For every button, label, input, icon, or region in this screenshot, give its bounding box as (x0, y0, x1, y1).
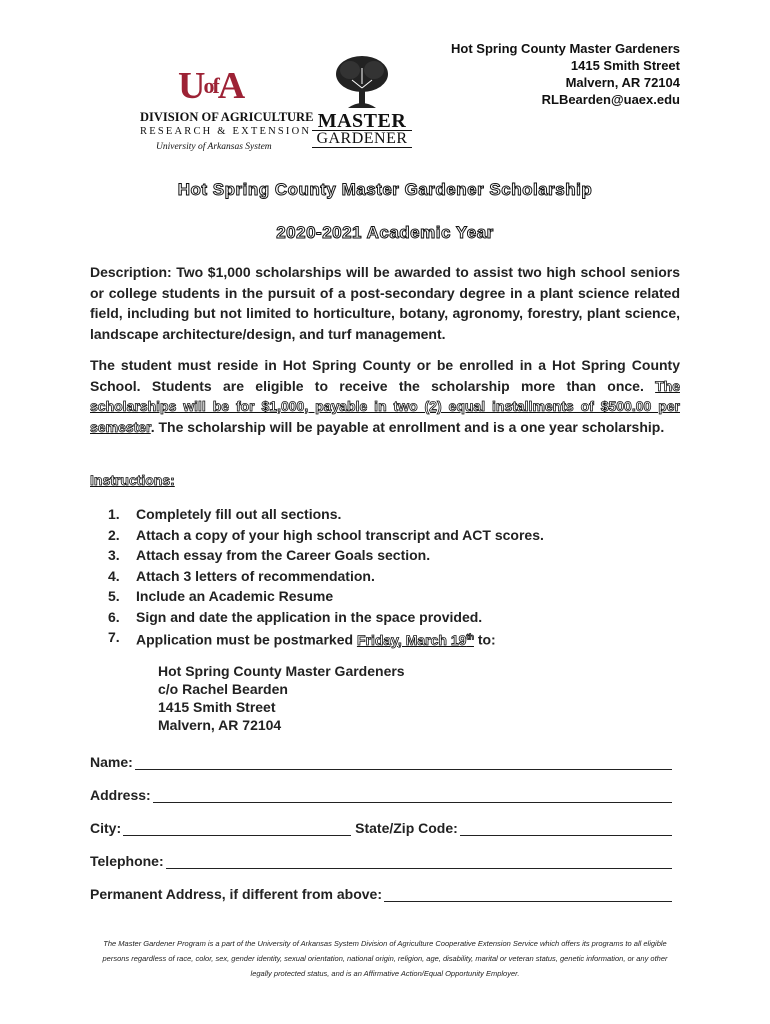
tree-icon (334, 54, 390, 110)
item-number: 2. (108, 526, 120, 543)
telephone-field (90, 853, 672, 869)
item-text: Sign and date the application in the space provided. (136, 608, 483, 625)
permanent-address-label: Permanent Address, if different from above: (90, 886, 382, 902)
deadline-post: to: (473, 631, 496, 648)
deadline-date-suffix: th (466, 632, 474, 641)
instructions-heading: Instructions: (90, 472, 175, 488)
city-state-field (90, 820, 672, 836)
mailing-address (158, 662, 405, 734)
instructions-list (108, 504, 668, 650)
list-item (108, 586, 668, 607)
address-label: Address: (90, 787, 151, 803)
item-number: 3. (108, 547, 120, 563)
master-gardener-logo (312, 54, 412, 150)
item-number: 4. (108, 567, 120, 584)
uofa-logo-mark: $U^{of}A$ (178, 65, 244, 107)
item-text: Attach 3 letters of recommendation. (136, 567, 375, 584)
item-number: 5. (108, 588, 120, 604)
uofa-logo-line2: RESEARCH & EXTENSION (140, 126, 312, 137)
name-input-line[interactable] (135, 755, 672, 770)
page-title: Hot Spring County Master Gardener Scholarship (177, 180, 593, 199)
deadline-date-text: Friday, March 19 (356, 631, 467, 648)
mailing-line4: Malvern, AR 72104 (158, 717, 282, 733)
uofa-logo-line3: University of Arkansas System (156, 142, 272, 152)
list-item (108, 627, 668, 650)
footer-disclaimer: The Master Gardener Program is a part of the University of Arkansas System Division of Agriculture Cooperative Extension Service which offers its programs to all eligible persons regardless of race, color, sex, gender identity, sexual orientation, national origin, religion, age, disability, marital or veteran status, genetic information, or any other legally protected status, and is an Affirmative Action/Equal Opportunity Employer. (102, 939, 668, 978)
uofa-logo-line1: DIVISION OF AGRICULTURE (140, 110, 314, 124)
header-street: 1415 Smith Street (570, 58, 680, 73)
eligibility-emphasis: The scholarships will be for $1,000, payable in two (2) equal installments of $500.00 per semester (90, 377, 680, 435)
name-label: Name: (90, 754, 133, 770)
header-city: Malvern, AR 72104 (565, 75, 680, 90)
telephone-input-line[interactable] (166, 854, 672, 869)
list-item (108, 545, 668, 566)
statezip-input-line[interactable] (460, 821, 672, 836)
name-field (90, 754, 672, 770)
item-number: 6. (108, 608, 120, 625)
address-field (90, 787, 672, 803)
city-input-line[interactable] (123, 821, 351, 836)
header-address (451, 40, 680, 108)
item-text: Attach essay from the Career Goals section. (136, 547, 431, 563)
description-paragraph: Description: Two $1,000 scholarships will be awarded to assist two high school seniors or college students in the pursuit of a post-secondary degree in a plant science related field, including but not limited to horticulture, botany, agronomy, forestry, plant science, landscape architecture/design, and turf management. (90, 264, 680, 342)
list-item (108, 525, 668, 546)
mailing-line3: 1415 Smith Street (158, 699, 276, 715)
item-number: 1. (108, 506, 120, 522)
statezip-label: State/Zip Code: (355, 820, 458, 836)
deadline-date (357, 632, 474, 648)
list-item (108, 504, 668, 525)
mg-logo-line1: MASTER (317, 110, 407, 132)
mg-logo-line2: GARDENER (312, 130, 412, 148)
list-item (108, 566, 668, 587)
address-input-line[interactable] (153, 788, 672, 803)
eligibility-text-2: . The scholarship will be payable at enrollment and is a one year scholarship. (150, 418, 665, 435)
mailing-line1: Hot Spring County Master Gardeners (158, 663, 405, 679)
item-text: Completely fill out all sections. (136, 506, 342, 522)
permanent-address-input-line[interactable] (384, 887, 672, 902)
city-label: City: (90, 820, 122, 836)
eligibility-text-1: The student must reside in Hot Spring County or be enrolled in a Hot Spring County School. Students are eligible to receive the scholarship more than once. (90, 357, 680, 394)
permanent-address-field (90, 886, 672, 902)
list-item (108, 607, 668, 628)
header-org: Hot Spring County Master Gardeners (451, 41, 680, 56)
item-text (136, 627, 496, 650)
deadline-pre: Application must be postmarked (136, 631, 357, 648)
item-number: 7. (108, 629, 120, 645)
telephone-label: Telephone: (90, 853, 164, 869)
item-text: Include an Academic Resume (136, 588, 334, 604)
mailing-line2: c/o Rachel Bearden (158, 681, 288, 697)
academic-year: 2020-2021 Academic Year (276, 223, 494, 242)
header-email: RLBearden@uaex.edu (541, 92, 680, 107)
item-text: Attach a copy of your high school transcript and ACT scores. (136, 526, 544, 543)
eligibility-paragraph (90, 355, 680, 437)
